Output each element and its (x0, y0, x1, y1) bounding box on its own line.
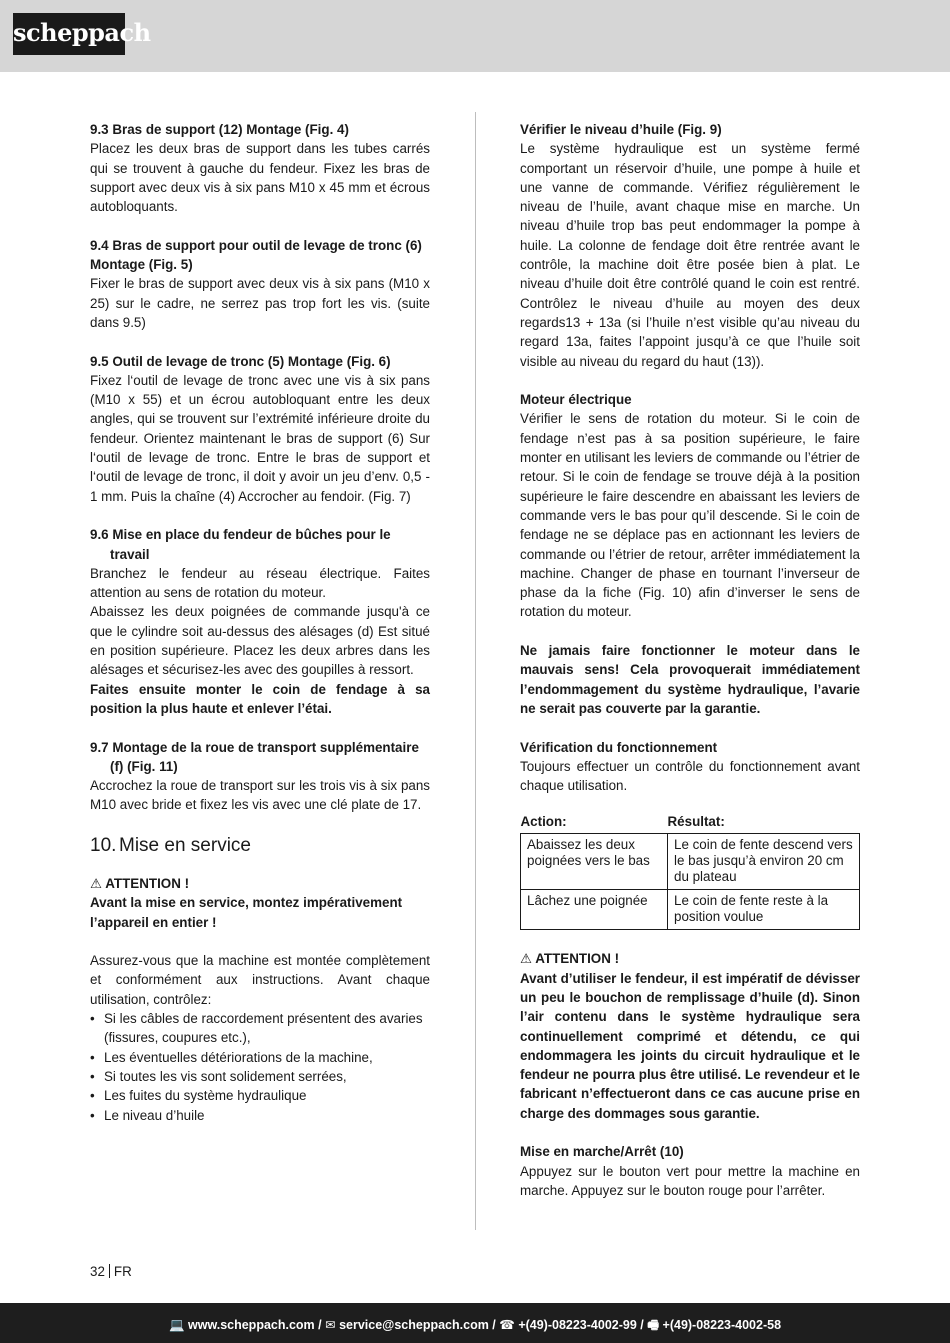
section-9-3 (90, 120, 430, 216)
list-item: • Le niveau d’huile (90, 1106, 430, 1125)
attention-label: ATTENTION ! (535, 951, 620, 967)
brand-logo: scheppach (13, 13, 125, 55)
function-table (520, 814, 860, 930)
section-title: 9.7 Montage de la roue de transport supplémentaire (f) (Fig. 11) (90, 739, 419, 774)
chapter-title: Mise en service (119, 834, 251, 856)
section-9-7 (90, 738, 430, 815)
section-9-6 (90, 525, 430, 718)
chapter-heading (90, 834, 430, 858)
footer-email-link[interactable]: service@scheppach.com (339, 1318, 489, 1332)
section-title: Mise en marche/Arrêt (10) (520, 1144, 684, 1160)
table-row (521, 834, 860, 890)
left-column (90, 120, 430, 1144)
section-title: 9.6 Mise en place du fendeur de bûches pour le travail (90, 527, 391, 562)
table-header: Action: (521, 814, 668, 834)
chapter-number: 10. (90, 834, 117, 856)
table-cell: Abaissez les deux poignées vers le bas (521, 834, 668, 890)
page-number (90, 1264, 132, 1279)
warning-triangle-icon: ⚠ (520, 951, 533, 967)
list-item: • Si les câbles de raccordement présentent des avaries (fissures, coupures etc.), (90, 1009, 430, 1048)
checklist-intro: Assurez-vous que la machine est montée complètement et conformément aux instructions. Avant chaque utilisation, contrôlez: (90, 953, 430, 1007)
section-body: Toujours effectuer un contrôle du fonctionnement avant chaque utilisation. (520, 758, 860, 794)
table-cell: Le coin de fente descend vers le bas jusqu’à environ 20 cm du plateau (668, 834, 860, 890)
section-body: Vérifier le sens de rotation du moteur. Si le coin de fendage n’est pas à sa position supérieure, le faire monter en utilisant les leviers de commande ou l’étrier de retour. Si le coin de fendage se trouve déjà à la position supérieure le faire descendre en abaissant les leviers de commande vers le bas pour qu’il descende. Si le coin de fendage ne se déplace pas en actionnant les leviers de commande ou l’étrier de retour, arrêter immédiatement la machine. Changer de phase en tournant l’inverseur de phase da la fiche (Fig. 10) afin d’inverser le sens de rotation du moteur. (520, 411, 860, 620)
section-9-4 (90, 236, 430, 332)
section-title: Vérifier le niveau d’huile (Fig. 9) (520, 122, 722, 137)
separator (109, 1264, 110, 1278)
table-row (521, 890, 860, 930)
page-number-value: 32 (90, 1264, 105, 1279)
table-cell: Le coin de fente reste à la position voulue (668, 890, 860, 930)
attention-block (90, 874, 430, 932)
column-divider (475, 112, 476, 1230)
list-item: • Les fuites du système hydraulique (90, 1086, 430, 1105)
section-title: 9.3 Bras de support (12) Montage (Fig. 4) (90, 122, 349, 137)
fax-icon: 🖷 (647, 1318, 660, 1332)
section-body: Branchez le fendeur au réseau électrique. Faites attention au sens de rotation du moteur. (90, 565, 430, 601)
language-code: FR (113, 1264, 132, 1279)
table-header: Résultat: (668, 814, 860, 834)
list-item: • Les éventuelles détériorations de la machine, (90, 1048, 430, 1067)
page-header (0, 0, 950, 72)
footer-web-link[interactable]: www.scheppach.com (188, 1318, 315, 1332)
section-body: Abaissez les deux poignées de commande jusqu'à ce que le cylindre soit au-dessus des alésages (d) Est situé en position supérieure. Placez les deux arbres dans les alésages et sécurisez-les avec des goupilles à ressort. (90, 604, 430, 678)
table-header-row (521, 814, 860, 834)
attention-body: Avant d’utiliser le fendeur, il est impératif de dévisser un peu le bouchon de remplissage d’huile (d). Sinon l’air contenu dans le système hydraulique sera continuellement comprimé et détendu, ce qui endommagera les joints du circuit hydraulique et le fendeur ne pourra plus être utilisé. Le revendeur et le fabricant n’effectueront dans ce cas aucune prise en charge des dommages sous garantie. (520, 970, 860, 1121)
list-item: • Si toutes les vis sont solidement serrées, (90, 1067, 430, 1086)
checklist (90, 1009, 430, 1125)
section-body: Appuyez sur le bouton vert pour mettre la machine en marche. Appuyez sur le bouton rouge pour l’arrêter. (520, 1163, 860, 1198)
motor-section (520, 390, 860, 622)
table-cell: Lâchez une poignée (521, 890, 668, 930)
right-column (520, 120, 860, 1220)
on-off-section (520, 1142, 860, 1200)
section-body: Placez les deux bras de support dans les tubes carrés qui se trouvent à gauche du fendeur. Fixez les bras de support avec deux vis à six pans M10 x 45 mm et écrous autobloquants. (90, 141, 430, 215)
section-body: Fixez l‘outil de levage de tronc avec une vis à six pans (M10 x 55) et un écrou autobloquant entre les deux angles, qui se trouvent sur l’extrémité inférieure droite du fendeur. Orientez maintenant le bras de support (6) Sur l‘outil de levage de tronc. Entre le bras de support et l‘outil de levage de tronc, il doit y avoir un jeu d’env. 0,5 - 1 mm. Puis la chaîne (4) Accrocher au fendoir. (Fig. 7) (90, 372, 430, 504)
page-footer (0, 1303, 950, 1343)
oil-level-section (520, 120, 860, 371)
footer-phone: +(49)-08223-4002-99 (518, 1318, 637, 1332)
section-body: Le système hydraulique est un système fermé comportant un réservoir d’huile, une pompe à huile et une vanne de commande. Vérifiez régulièrement le niveau de l’huile, avant chaque mise en marche. Un niveau d’huile trop bas peut endommager la pompe à huile. La colonne de fendage doit être rentrée avant le contrôle, la machine doit être posée bien à plat. Le niveau d’huile doit être contrôlé quand le coin est rentré. Contrôlez le niveau d’huile au moyen des deux regards13 + 13a (si l’huile n’est visible qu’au niveau du regard 13a, faites l’appoint jusqu’à ce que l’huile soit visible au niveau du regard du haut (13)). (520, 141, 860, 369)
mail-icon: ✉ (325, 1318, 336, 1332)
section-body: Accrochez la roue de transport sur les trois vis à six pans M10 avec bride et fixez les vis avec une clé plate de 17. (90, 778, 430, 813)
attention-label: ATTENTION ! (105, 875, 190, 891)
function-check-section (520, 738, 860, 796)
section-body: Fixer le bras de support avec deux vis à six pans (M10 x 25) sur le cadre, ne serrez pas trop fort les vis. (suite dans 9.5) (90, 276, 430, 330)
section-title: Moteur électrique (520, 392, 632, 408)
warning-triangle-icon: ⚠ (90, 875, 103, 891)
section-title: 9.5 Outil de levage de tronc (5) Montage (Fig. 6) (90, 353, 391, 369)
attention-block-right (520, 949, 860, 1123)
attention-body: Avant la mise en service, montez impérativement l’appareil en entier ! (90, 895, 403, 930)
motor-warning-text: Ne jamais faire fonctionner le moteur dans le mauvais sens! Cela provoquerait immédiatement l’endommagement du système hydraulique, l’avarie ne serait pas couverte par la garantie. (520, 643, 860, 716)
section-title: 9.4 Bras de support pour outil de levage de tronc (6) Montage (Fig. 5) (90, 237, 422, 273)
checklist-block (90, 951, 430, 1125)
phone-icon: ☎ (499, 1318, 515, 1332)
computer-icon: 💻 (168, 1318, 185, 1332)
footer-fax: +(49)-08223-4002-58 (662, 1318, 782, 1332)
section-bold-note: Faites ensuite monter le coin de fendage à sa position la plus haute et enlever l’étai. (90, 681, 430, 716)
section-9-5 (90, 352, 430, 506)
motor-warning (520, 641, 860, 718)
section-title: Vérification du fonctionnement (520, 739, 718, 755)
footer-contact: 💻 www.scheppach.com / ✉ service@scheppach.com / ☎ +(49)-08223-4002-99 / 🖷 +(49)-08223-4002-58 (168, 1318, 782, 1332)
